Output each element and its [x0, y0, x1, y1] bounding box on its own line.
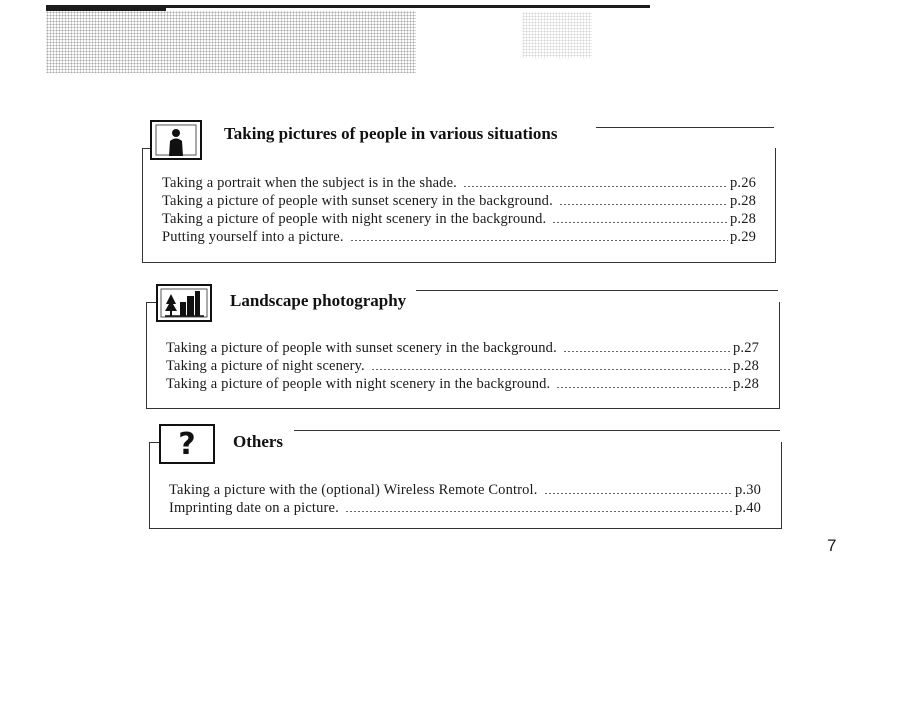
item-text: Taking a picture with the (optional) Wireless Remote Control.: [169, 482, 538, 498]
question-mark-glyph: ?: [178, 427, 196, 462]
section-header-rule: [294, 430, 780, 431]
item-text: Imprinting date on a picture.: [169, 500, 339, 516]
section-header-rule: [416, 290, 778, 291]
section-title: Landscape photography: [230, 291, 407, 310]
item-text: Taking a picture of people with night scenery in the background.: [162, 211, 547, 227]
section-header-rule: [596, 127, 774, 128]
item-page: p.27: [733, 340, 759, 356]
leader-dots: [463, 186, 728, 187]
list-item[interactable]: [169, 482, 761, 500]
halftone-banner-fade: [522, 12, 592, 58]
leader-dots: [563, 351, 731, 352]
section-title: Taking pictures of people in various situations: [224, 124, 558, 143]
leader-dots: [345, 511, 733, 512]
list-item[interactable]: [162, 175, 756, 193]
page-number: 7: [827, 536, 837, 555]
leader-dots: [371, 369, 731, 370]
item-page: p.26: [730, 175, 756, 191]
section-item-list: [162, 175, 756, 247]
section-item-list: [166, 340, 759, 394]
item-text: Taking a picture of people with sunset scenery in the background.: [166, 340, 557, 356]
list-item[interactable]: [166, 376, 759, 394]
person-icon: [150, 120, 202, 160]
leader-dots: [544, 493, 734, 494]
landscape-icon: [156, 284, 212, 322]
list-item[interactable]: [169, 500, 761, 518]
item-page: p.28: [733, 358, 759, 374]
question-mark-icon: [159, 424, 215, 464]
leader-dots: [556, 387, 731, 388]
list-item[interactable]: [166, 358, 759, 376]
list-item[interactable]: [162, 193, 756, 211]
item-text: Taking a picture of people with night scenery in the background.: [166, 376, 551, 392]
leader-dots: [552, 222, 728, 223]
item-page: p.28: [733, 376, 759, 392]
item-page: p.28: [730, 193, 756, 209]
item-text: Taking a picture of night scenery.: [166, 358, 365, 374]
item-text: Putting yourself into a picture.: [162, 229, 344, 245]
section-item-list: [169, 482, 761, 518]
item-text: Taking a picture of people with sunset scenery in the background.: [162, 193, 553, 209]
list-item[interactable]: [162, 211, 756, 229]
item-text: Taking a portrait when the subject is in the shade.: [162, 175, 457, 191]
item-page: p.40: [735, 500, 761, 516]
leader-dots: [350, 240, 728, 241]
halftone-banner: [46, 11, 416, 73]
item-page: p.30: [735, 482, 761, 498]
section-title: Others: [233, 432, 284, 451]
item-page: p.29: [730, 229, 756, 245]
item-page: p.28: [730, 211, 756, 227]
list-item[interactable]: [166, 340, 759, 358]
leader-dots: [559, 204, 728, 205]
list-item[interactable]: [162, 229, 756, 247]
